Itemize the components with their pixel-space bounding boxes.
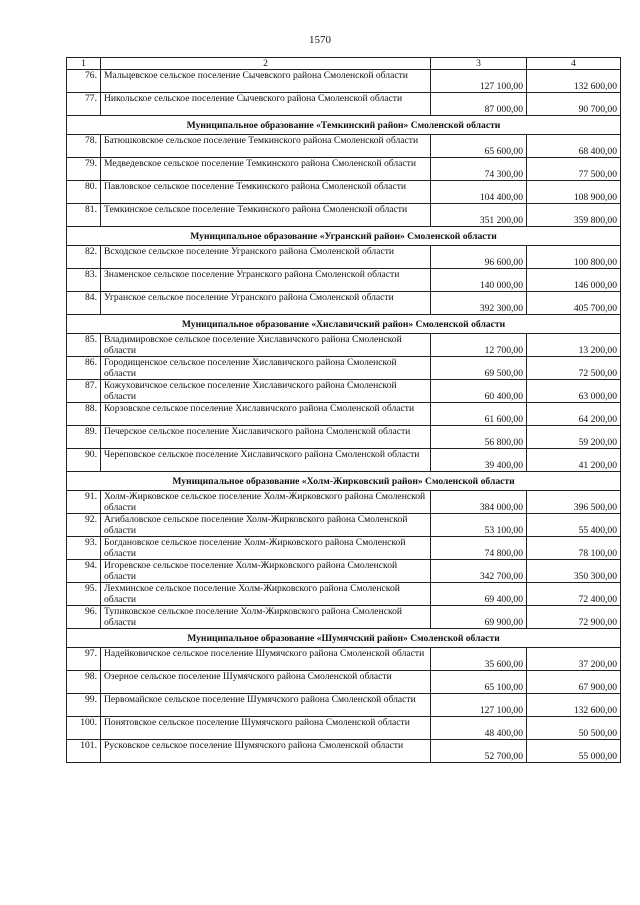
value-col4: 78 100,00 [527,537,621,560]
table-row [67,158,621,181]
table-row [67,269,621,292]
value-col3: 96 600,00 [431,246,527,269]
value-col4: 77 500,00 [527,158,621,181]
value-col3: 74 800,00 [431,537,527,560]
value-col3: 35 600,00 [431,648,527,671]
column-header: 2 [101,58,431,70]
table-row [67,292,621,315]
value-col3: 65 100,00 [431,671,527,694]
value-col4: 405 700,00 [527,292,621,315]
value-col4: 72 900,00 [527,606,621,629]
value-col3: 127 100,00 [431,694,527,717]
value-col3: 351 200,00 [431,204,527,227]
section-header-row [67,315,621,334]
section-title: Муниципальное образование «Холм-Жирковский район» Смоленской области [67,472,621,491]
row-number: 87. [67,380,101,403]
row-number: 83. [67,269,101,292]
row-number: 100. [67,717,101,740]
value-col4: 41 200,00 [527,449,621,472]
table-row [67,357,621,380]
settlement-name: Знаменское сельское поселение Угранского района Смоленской области [101,269,431,292]
settlement-name: Понятовское сельское поселение Шумячского района Смоленской области [101,717,431,740]
settlement-name: Надейковичское сельское поселение Шумячского района Смоленской области [101,648,431,671]
row-number: 91. [67,491,101,514]
table-row [67,93,621,116]
row-number: 99. [67,694,101,717]
value-col3: 74 300,00 [431,158,527,181]
table-row [67,70,621,93]
value-col4: 68 400,00 [527,135,621,158]
value-col3: 65 600,00 [431,135,527,158]
section-title: Муниципальное образование «Темкинский район» Смоленской области [67,116,621,135]
value-col3: 12 700,00 [431,334,527,357]
value-col4: 350 300,00 [527,560,621,583]
table-row [67,560,621,583]
value-col4: 396 500,00 [527,491,621,514]
row-number: 77. [67,93,101,116]
settlement-name: Игоревское сельское поселение Холм-Жирковского района Смоленской области [101,560,431,583]
row-number: 88. [67,403,101,426]
table-row [67,694,621,717]
value-col3: 140 000,00 [431,269,527,292]
table-row [67,246,621,269]
value-col4: 100 800,00 [527,246,621,269]
column-header: 3 [431,58,527,70]
section-header-row [67,629,621,648]
column-header: 4 [527,58,621,70]
table-row [67,537,621,560]
settlement-name: Русковское сельское поселение Шумячского района Смоленской области [101,740,431,763]
value-col3: 53 100,00 [431,514,527,537]
table-row [67,514,621,537]
value-col4: 63 000,00 [527,380,621,403]
table-row [67,648,621,671]
settlement-name: Угранское сельское поселение Угранского района Смоленской области [101,292,431,315]
row-number: 93. [67,537,101,560]
value-col4: 50 500,00 [527,717,621,740]
value-col4: 55 000,00 [527,740,621,763]
value-col3: 87 000,00 [431,93,527,116]
value-col3: 56 800,00 [431,426,527,449]
value-col4: 146 000,00 [527,269,621,292]
table-row [67,380,621,403]
value-col3: 39 400,00 [431,449,527,472]
settlement-name: Печерское сельское поселение Хиславичского района Смоленской области [101,426,431,449]
table-row [67,204,621,227]
value-col4: 37 200,00 [527,648,621,671]
value-col3: 48 400,00 [431,717,527,740]
table-row [67,671,621,694]
row-number: 95. [67,583,101,606]
table-row [67,334,621,357]
value-col3: 61 600,00 [431,403,527,426]
row-number: 80. [67,181,101,204]
table-row [67,449,621,472]
settlement-name: Владимировское сельское поселение Хиславичского района Смоленской области [101,334,431,357]
value-col4: 72 400,00 [527,583,621,606]
table-row [67,181,621,204]
table-row [67,717,621,740]
page-number: 1570 [309,34,331,46]
section-header-row [67,472,621,491]
value-col4: 13 200,00 [527,334,621,357]
row-number: 94. [67,560,101,583]
settlement-name: Агибаловское сельское поселение Холм-Жирковского района Смоленской области [101,514,431,537]
settlement-name: Богдановское сельское поселение Холм-Жирковского района Смоленской области [101,537,431,560]
value-col4: 90 700,00 [527,93,621,116]
value-col4: 132 600,00 [527,694,621,717]
settlement-name: Темкинское сельское поселение Темкинского района Смоленской области [101,204,431,227]
budget-table [66,57,621,763]
value-col4: 72 500,00 [527,357,621,380]
value-col3: 69 400,00 [431,583,527,606]
settlement-name: Павловское сельское поселение Темкинского района Смоленской области [101,181,431,204]
row-number: 86. [67,357,101,380]
settlement-name: Медведевское сельское поселение Темкинского района Смоленской области [101,158,431,181]
settlement-name: Озерное сельское поселение Шумячского района Смоленской области [101,671,431,694]
value-col3: 52 700,00 [431,740,527,763]
row-number: 89. [67,426,101,449]
row-number: 98. [67,671,101,694]
row-number: 96. [67,606,101,629]
settlement-name: Всходское сельское поселение Угранского района Смоленской области [101,246,431,269]
section-header-row [67,116,621,135]
value-col3: 127 100,00 [431,70,527,93]
value-col3: 104 400,00 [431,181,527,204]
value-col3: 392 300,00 [431,292,527,315]
value-col3: 69 500,00 [431,357,527,380]
settlement-name: Городищенское сельское поселение Хиславичского района Смоленской области [101,357,431,380]
section-header-row [67,227,621,246]
row-number: 78. [67,135,101,158]
settlement-name: Первомайское сельское поселение Шумячского района Смоленской области [101,694,431,717]
value-col3: 69 900,00 [431,606,527,629]
settlement-name: Череповское сельское поселение Хиславичского района Смоленской области [101,449,431,472]
value-col4: 59 200,00 [527,426,621,449]
table-header-row [67,58,621,70]
table-row [67,606,621,629]
section-title: Муниципальное образование «Шумячский район» Смоленской области [67,629,621,648]
column-header: 1 [67,58,101,70]
settlement-name: Батюшковское сельское поселение Темкинского района Смоленской области [101,135,431,158]
table-row [67,740,621,763]
table-row [67,583,621,606]
row-number: 81. [67,204,101,227]
table-row [67,426,621,449]
row-number: 76. [67,70,101,93]
value-col4: 108 900,00 [527,181,621,204]
row-number: 82. [67,246,101,269]
value-col4: 359 800,00 [527,204,621,227]
settlement-name: Кожуховичское сельское поселение Хиславичского района Смоленской области [101,380,431,403]
row-number: 97. [67,648,101,671]
settlement-name: Тупиковское сельское поселение Холм-Жирковского района Смоленской области [101,606,431,629]
row-number: 79. [67,158,101,181]
table-row [67,403,621,426]
table-row [67,135,621,158]
value-col3: 384 000,00 [431,491,527,514]
value-col4: 55 400,00 [527,514,621,537]
row-number: 85. [67,334,101,357]
table-body [67,70,621,763]
row-number: 90. [67,449,101,472]
table-row [67,491,621,514]
settlement-name: Мальцевское сельское поселение Сычевского района Смоленской области [101,70,431,93]
value-col3: 342 700,00 [431,560,527,583]
value-col4: 132 600,00 [527,70,621,93]
section-title: Муниципальное образование «Хиславичский район» Смоленской области [67,315,621,334]
section-title: Муниципальное образование «Угранский район» Смоленской области [67,227,621,246]
value-col4: 67 900,00 [527,671,621,694]
settlement-name: Никольское сельское поселение Сычевского района Смоленской области [101,93,431,116]
value-col3: 60 400,00 [431,380,527,403]
row-number: 92. [67,514,101,537]
value-col4: 64 200,00 [527,403,621,426]
settlement-name: Холм-Жирковское сельское поселение Холм-Жирковского района Смоленской области [101,491,431,514]
settlement-name: Лехминское сельское поселение Холм-Жирковского района Смоленской области [101,583,431,606]
row-number: 84. [67,292,101,315]
row-number: 101. [67,740,101,763]
settlement-name: Корзовское сельское поселение Хиславичского района Смоленской области [101,403,431,426]
